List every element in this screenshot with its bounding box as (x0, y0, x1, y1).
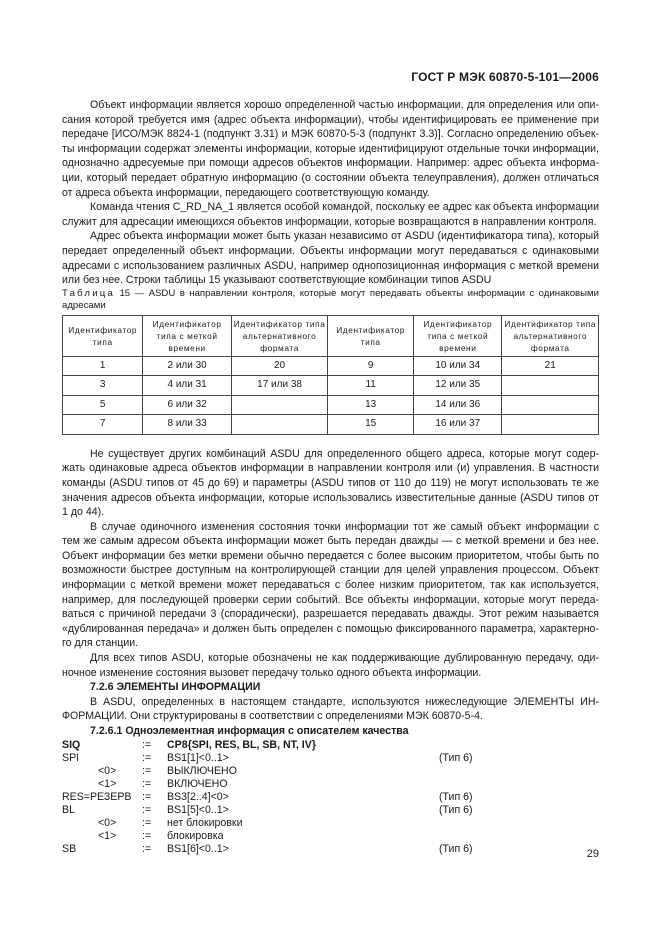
table-header-cell: Идентификатор типа с меткой времени (143, 315, 231, 356)
section-title: 7.2.6 ЭЛЕМЕНТЫ ИНФОРМАЦИИ (90, 681, 261, 694)
table-cell: 21 (502, 356, 599, 376)
definition-type: (Тип 6) (439, 842, 473, 855)
table-cell: 1 (63, 356, 143, 376)
definition-value: BS1[5]<0..1> (167, 803, 229, 816)
page-number: 29 (586, 848, 599, 860)
definition-name: BL (62, 803, 75, 816)
definition-row (62, 817, 599, 830)
definition-value: ВЫКЛЮЧЕНО (167, 764, 237, 777)
definitions-list (62, 739, 599, 856)
definition-name: <1> (98, 829, 117, 842)
definition-row (62, 830, 599, 843)
table-header-cell: Идентификатор типа с меткой времени (414, 315, 502, 356)
table-cell: 7 (63, 415, 143, 435)
definition-name: <0> (98, 764, 117, 777)
table-cell: 6 или 32 (143, 395, 231, 415)
paragraph: Команда чтения C_RD_NA_1 является особой командой, поскольку ее адрес как объекта информации служит для адресации имеющихся объектов информации, которые возвращаются в направлении контроля. (62, 201, 599, 228)
definition-operator: := (142, 764, 152, 777)
definition-type: (Тип 6) (439, 751, 473, 764)
table-cell: 20 (231, 356, 327, 376)
paragraph: Объект информации является хорошо определенной частью информации, для определения или описания которой требуется имя (адрес объекта информации), чтобы идентифицировать ее применение при передаче [ИСО/МЭК 8824-1 (подпункт 3.31) и МЭК 60870-5-3 (подпункт 3.3)]. Согласно определению объекты информации содержат элементы информации, которые идентифицируют отдельные точки информации, однозначно адресуемые при помощи адресов объектов информации. Например: адрес объекта информации, который передает обратную информацию (о состоянии объекта телеуправления), должен отличаться от адреса объекта информации, передающего соответствующую команду. (62, 99, 599, 199)
table-caption-text: 15 — ASDU в направлении контроля, которые могут передавать объекты информации с одинаковыми адресами (62, 287, 599, 312)
definition-value: ВКЛЮЧЕНО (167, 777, 228, 790)
table-cell: 3 (63, 376, 143, 396)
table-caption (62, 288, 599, 313)
definition-row (62, 778, 599, 791)
table-cell (231, 415, 327, 435)
paragraph: В случае одиночного изменения состояния точки информации тот же самый объект информации с тем же самым адресом объекта информации может быть передан дважды — с меткой времени и без нее. Объект информации без метки времени обычно передается с более высоким приоритетом, чтобы быть по возможности быстрее доступным на контролирующей станции для целей управления процессом. Объект информации с меткой времени может передаваться с более низким приоритетом, так как используется, например, для последующей проверки серии событий. Все объекты информации, которые могут передаваться с причиной передачи 3 (спорадически), разрешается передавать дважды. Этот режим называется «дублированная передача» и должен быть определен с помощью фиксированного параметра, характерного для станции. (62, 520, 599, 650)
table-cell: 14 или 36 (414, 395, 502, 415)
body-text (62, 98, 599, 856)
table-cell (502, 395, 599, 415)
definition-name: SPI (62, 751, 80, 764)
definition-row (62, 739, 599, 752)
definition-type: (Тип 6) (439, 803, 473, 816)
table-cell: 17 или 38 (231, 376, 327, 396)
definition-name: SB (62, 842, 77, 855)
definition-row (62, 791, 599, 804)
table-row (63, 415, 599, 435)
table-header-cell: Идентификатор типа (328, 315, 414, 356)
definition-row (62, 804, 599, 817)
paragraph: Адрес объекта информации может быть указан независимо от ASDU (идентификатора типа), который передает определенный объект информации. Объекты информации могут передаваться с одинаковыми адресами с использованием различных ASDU, например однопозиционная информация с меткой времени или без нее. Строки таблицы 15 указывают соответствующие комбинации типов ASDU (62, 230, 599, 287)
table-cell: 10 или 34 (414, 356, 502, 376)
definition-name: RES=РЕЗЕРВ (62, 790, 132, 803)
definition-operator: := (142, 803, 152, 816)
table-cell: 4 или 31 (143, 376, 231, 396)
table-cell: 13 (328, 395, 414, 415)
definition-operator: := (142, 790, 152, 803)
table-cell (502, 376, 599, 396)
table-cell: 9 (328, 356, 414, 376)
definition-type: (Тип 6) (439, 790, 473, 803)
table-cell: 11 (328, 376, 414, 396)
definition-value: BS3[2..4]<0> (167, 790, 229, 803)
definition-name: SIQ (62, 738, 81, 751)
definition-row (62, 765, 599, 778)
definition-value: CP8{SPI, RES, BL, SB, NT, IV} (167, 738, 316, 751)
definition-operator: := (142, 751, 152, 764)
table-row (63, 376, 599, 396)
definition-operator: := (142, 829, 152, 842)
section-text: В ASDU, определенных в настоящем стандарте, используются нижеследующие ЭЛЕМЕНТЫ ИНФОРМАЦИИ. Они структурированы в соответствии с определениями МЭК 60870-5-4. (62, 695, 599, 723)
definition-operator: := (142, 738, 152, 751)
definition-name: <0> (98, 816, 117, 829)
definition-value: блокировка (167, 829, 224, 842)
table-header-cell: Идентификатор типа альтернативного формата (231, 315, 327, 356)
definition-name: <1> (98, 777, 117, 790)
definition-value: BS1[1]<0..1> (167, 751, 229, 764)
asdu-table (62, 315, 599, 435)
definition-row (62, 843, 599, 856)
definition-operator: := (142, 777, 152, 790)
table-row (63, 395, 599, 415)
definition-operator: := (142, 816, 152, 829)
table-header-row (63, 315, 599, 356)
subsection-title: 7.2.6.1 Одноэлементная информация с описателем качества (90, 725, 409, 737)
table-cell: 15 (328, 415, 414, 435)
definition-value: BS1[6]<0..1> (167, 842, 229, 855)
table-cell: 16 или 37 (414, 415, 502, 435)
table-cell: 12 или 35 (414, 376, 502, 396)
table-cell (502, 415, 599, 435)
table-cell: 8 или 33 (143, 415, 231, 435)
table-row (63, 356, 599, 376)
table-header-cell: Идентификатор типа альтернативного формата (502, 315, 599, 356)
table-cell: 2 или 30 (143, 356, 231, 376)
definition-row (62, 752, 599, 765)
paragraph: Не существует других комбинаций ASDU для определенного общего адреса, которые могут содержать одинаковые адреса объектов информации в направлении контроля или (и) управления. В частности команды (ASDU типов от 45 до 69) и параметры (ASDU типов от 110 до 119) не могут использовать те же значения адресов объекта информации, которые использовались известительные данные (ASDU типов от 1 до 44). (62, 447, 599, 519)
paragraph: Для всех типов ASDU, которые обозначены не как поддерживающие дублированную передачу, одиночное изменение состояния вызовет передачу только одного объекта информации. (62, 652, 599, 679)
definition-operator: := (142, 842, 152, 855)
page-header: ГОСТ Р МЭК 60870-5-101—2006 (411, 70, 599, 84)
definition-value: нет блокировки (167, 816, 243, 829)
table-cell: 5 (63, 395, 143, 415)
table-header-cell: Идентификатор типа (63, 315, 143, 356)
table-cell (231, 395, 327, 415)
table-caption-label: Таблица (62, 287, 116, 299)
